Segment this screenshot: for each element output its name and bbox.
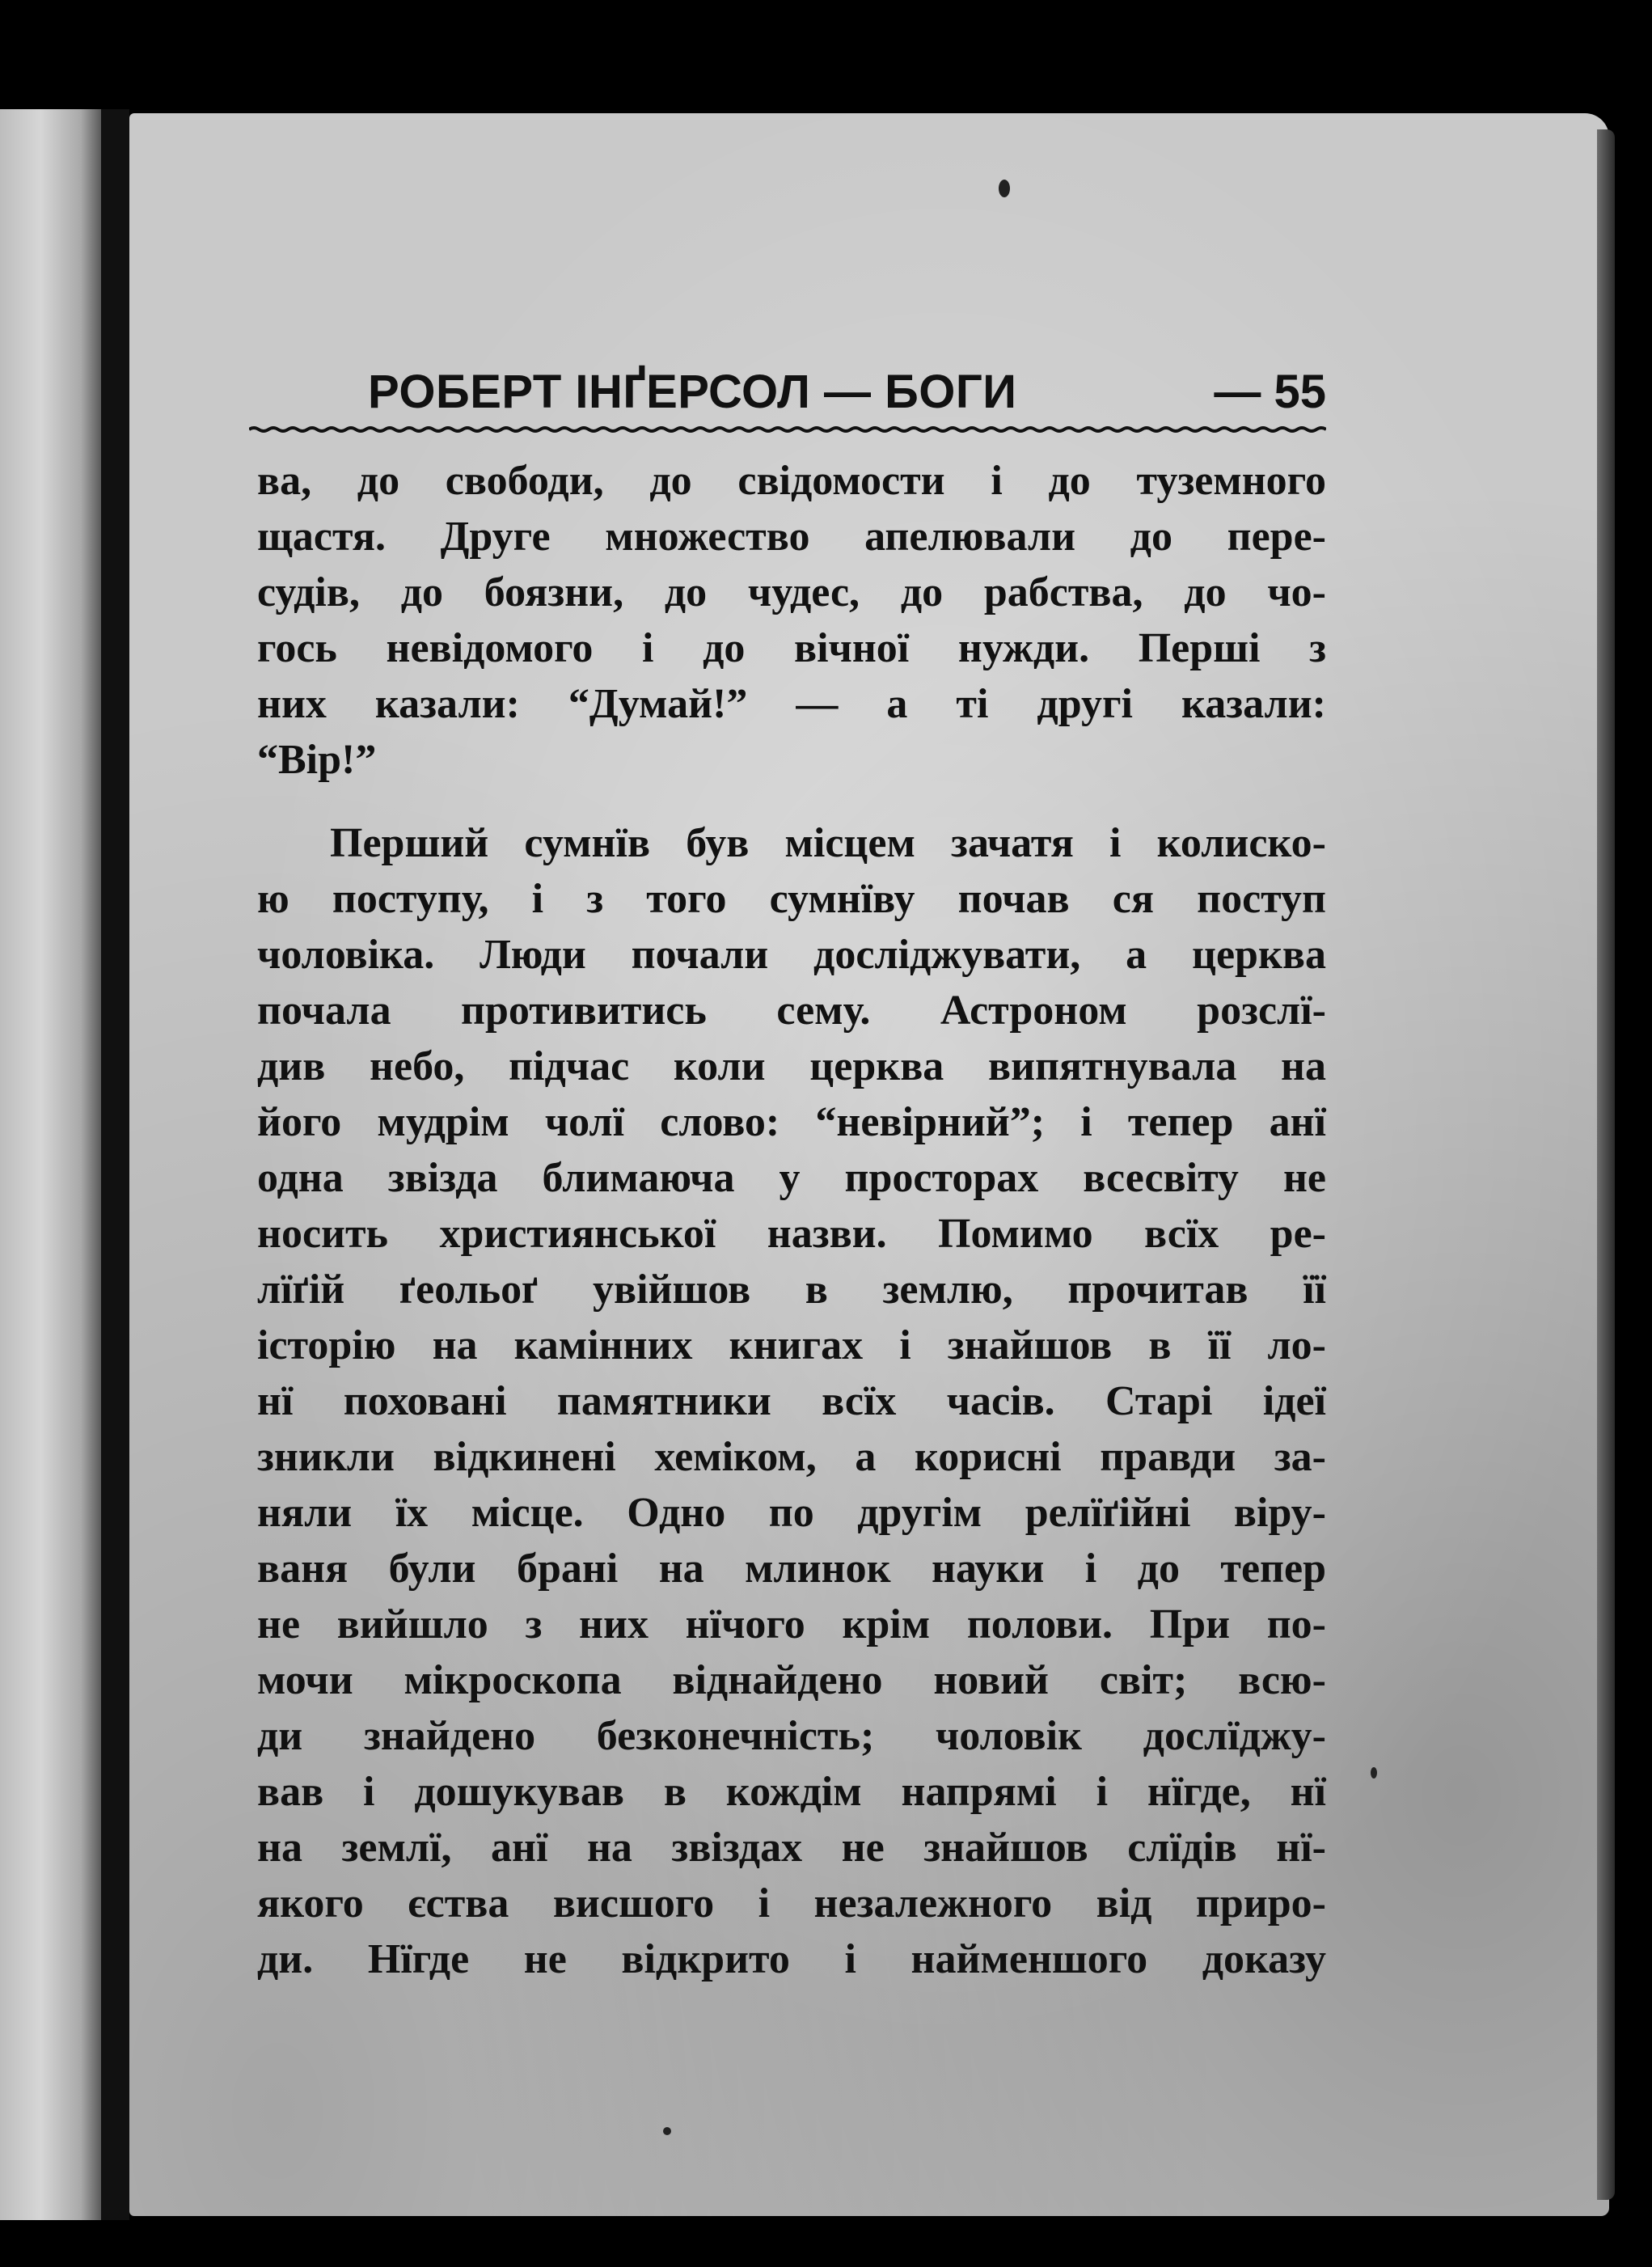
text-line: няли їх місце. Одно по другім релїґійні віру- xyxy=(257,1490,1326,1536)
text-line: зникли відкинені хеміком, а корисні правди за- xyxy=(257,1434,1326,1480)
body-text xyxy=(257,453,1326,1987)
left-page-edge xyxy=(0,109,101,2220)
text-line: вав і дошукував в кождім напрямі і нїгде, нї xyxy=(257,1769,1326,1815)
text-line: мочи мікроскопа віднайдено новий світ; всю- xyxy=(257,1657,1326,1703)
text-line: ди. Нїгде не відкрито і найменшого доказу xyxy=(257,1936,1326,1982)
text-line: на землї, анї на звіздах не знайшов слїдів нї- xyxy=(257,1825,1326,1871)
text-line: судів, до боязни, до чудес, до рабства, до чо- xyxy=(257,569,1326,615)
text-line: “Вір!” xyxy=(257,737,377,783)
text-line: історію на камінних книгах і знайшов в її ло- xyxy=(257,1322,1326,1368)
text-line: щастя. Друге множество апелювали до пере- xyxy=(257,514,1326,560)
scan-speck xyxy=(1371,1767,1377,1778)
text-line: нї поховані памятники всїх часів. Старі ідеї xyxy=(257,1378,1326,1424)
text-line: якого єства висшого і незалежного від приро- xyxy=(257,1880,1326,1927)
text-line: них казали: “Думай!” — а ті другі казали: xyxy=(257,681,1326,727)
text-line: див небо, підчас коли церква випятнувала на xyxy=(257,1043,1326,1089)
text-line: носить християнської назви. Помимо всїх ре- xyxy=(257,1211,1326,1257)
scan-speck xyxy=(999,180,1010,197)
text-line: гось невідомого і до вічної нужди. Перші з xyxy=(257,625,1326,671)
book-gutter xyxy=(101,109,129,2220)
text-line: ди знайдено безконечність; чоловік дослїджу- xyxy=(257,1713,1326,1759)
header-rule xyxy=(249,425,1326,434)
running-header xyxy=(368,356,1326,429)
text-line: його мудрім чолї слово: “невірний”; і тепер анї xyxy=(257,1099,1326,1145)
text-line: ю поступу, і з того сумнїву почав ся поступ xyxy=(257,876,1326,922)
text-line: лїґій ґеольоґ увійшов в землю, прочитав її xyxy=(257,1267,1326,1313)
scan-speck xyxy=(663,2127,671,2135)
page-number: — 55 xyxy=(1214,366,1326,418)
text-line: ваня були брані на млинок науки і до тепер xyxy=(257,1546,1326,1592)
text-line: Перший сумнїв був місцем зачатя і колиско- xyxy=(330,820,1326,866)
text-line: ва, до свободи, до свідомости і до туземного xyxy=(257,458,1326,504)
running-title: РОБЕРТ ІНҐЕРСОЛ — БОГИ xyxy=(368,366,1017,418)
text-line: чоловіка. Люди почали досліджувати, а церква xyxy=(257,932,1326,978)
page-edge-shadow xyxy=(1597,129,1615,2200)
text-line: почала противитись сему. Астроном розслї- xyxy=(257,988,1326,1034)
text-line: не вийшло з них нїчого крім полови. При по- xyxy=(257,1601,1326,1647)
paragraph-gap xyxy=(257,788,1326,815)
text-line: одна звізда блимаюча у просторах всесвіту не xyxy=(257,1155,1326,1201)
